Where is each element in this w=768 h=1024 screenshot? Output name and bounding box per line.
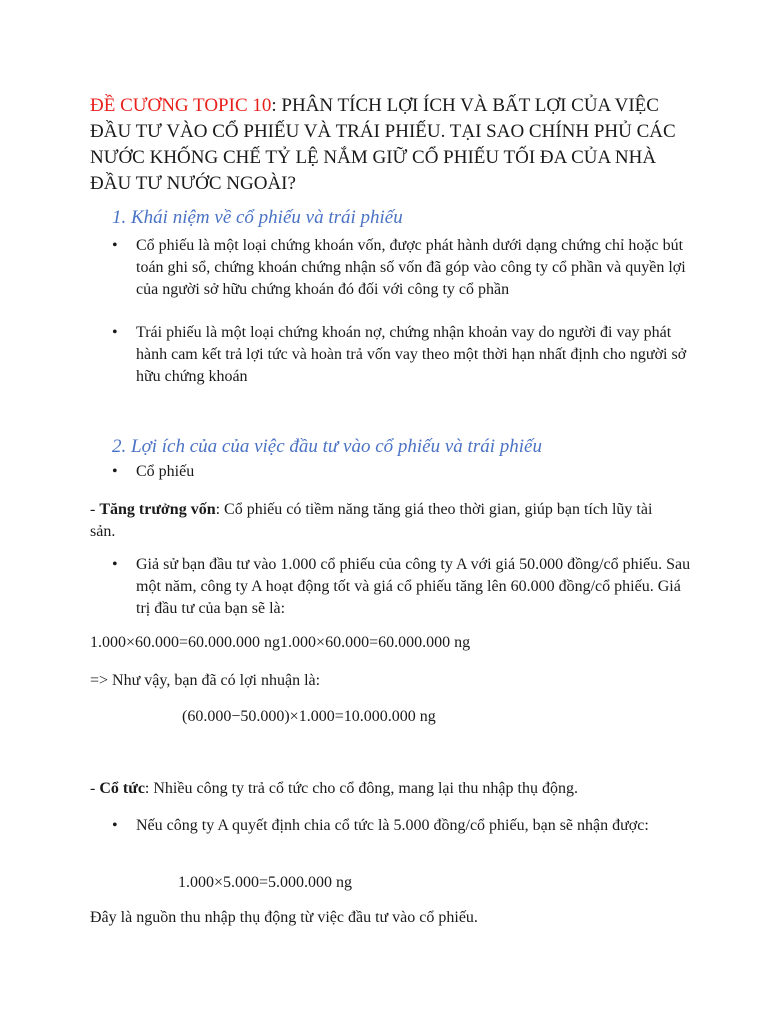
bullet-co-phieu-definition [112, 235, 696, 301]
dash-marker: - [90, 780, 100, 797]
bullet-text: Nếu công ty A quyết định chia cổ tức là 5.000 đồng/cổ phiếu, bạn sẽ nhận được: [136, 817, 649, 834]
bullet-icon: • [112, 817, 118, 834]
bullet-icon: • [112, 237, 118, 254]
growth-label: Tăng trưởng vốn [99, 501, 216, 518]
growth-paragraph [90, 499, 680, 543]
bullet-icon: • [112, 324, 118, 341]
dividend-paragraph [90, 778, 690, 800]
profit-intro: => Như vậy, bạn đã có lợi nhuận là: [90, 672, 321, 689]
dash-marker: - [90, 501, 100, 518]
bullet-text: Trái phiếu là một loại chứng khoán nợ, chứng nhận khoản vay do người đi vay phát hành cam kết trả lợi tức và hoàn trả vốn vay theo một thời hạn nhất định cho người sở hữu chứng khoán [136, 324, 687, 385]
document-title [90, 93, 690, 197]
growth-text: : Cổ phiếu có tiềm năng tăng giá theo thời gian, giúp bạn tích lũy tài sản. [90, 501, 653, 540]
bullet-icon: • [112, 463, 118, 480]
closing-paragraph: Đây là nguồn thu nhập thụ động từ việc đầu tư vào cổ phiếu. [90, 909, 478, 926]
bullet-co-phieu [112, 461, 536, 483]
title-topic-label: ĐỀ CƯƠNG TOPIC 10 [90, 95, 272, 116]
bullet-text: Cổ phiếu [136, 463, 195, 480]
bullet-icon: • [112, 556, 118, 573]
bullet-text: Cổ phiếu là một loại chứng khoán vốn, được phát hành dưới dạng chứng chỉ hoặc bút toán ghi sổ, chứng khoán chứng nhận số vốn đã góp vào công ty cổ phần và quyền lợi của người sở hữu chứng khoán đó đối với công ty cổ phần [136, 237, 686, 298]
section-1-heading: 1. Khái niệm về cổ phiếu và trái phiếu [112, 207, 403, 228]
section-2-heading: 2. Lợi ích của của việc đầu tư vào cổ phiếu và trái phiếu [112, 436, 542, 457]
bullet-text: Giả sử bạn đầu tư vào 1.000 cổ phiếu của công ty A với giá 50.000 đồng/cổ phiếu. Sau một năm, công ty A hoạt động tốt và giá cổ phiếu tăng lên 60.000 đồng/cổ phiếu. Giá trị đầu tư của bạn sẽ là: [136, 556, 691, 617]
dividend-label: Cổ tức [99, 780, 145, 797]
formula-1: 1.000×60.000=60.000.000 ng1.000×60.000=60.000.000 ng [90, 634, 471, 651]
bullet-dividend-example [112, 815, 676, 837]
title-question: : PHÂN TÍCH LỢI ÍCH VÀ BẤT LỢI CỦA VIỆC ĐẦU TƯ VÀO CỔ PHIẾU VÀ TRÁI PHIẾU. TẠI SAO CHÍNH PHỦ CÁC NƯỚC KHỐNG CHẾ TỶ LỆ NẮM GIỮ CỔ PHIẾU TỐI ĐA CỦA NHÀ ĐẦU TƯ NƯỚC NGOÀI? [90, 95, 676, 194]
bullet-growth-example [112, 554, 696, 620]
dividend-text: : Nhiều công ty trả cổ tức cho cổ đông, mang lại thu nhập thụ động. [144, 780, 578, 797]
bullet-trai-phieu-definition [112, 322, 696, 388]
formula-2: (60.000−50.000)×1.000=10.000.000 ng [182, 708, 436, 725]
formula-3: 1.000×5.000=5.000.000 ng [178, 874, 353, 891]
